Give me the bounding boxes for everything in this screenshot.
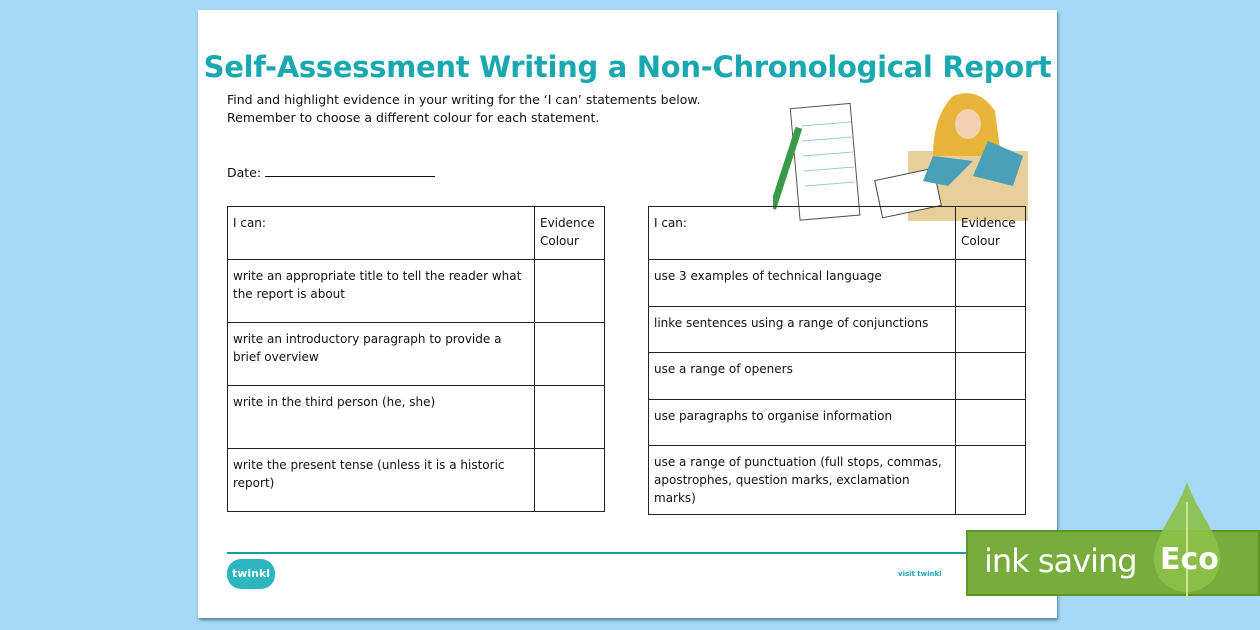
header-evidence-colour: Evidence Colour xyxy=(956,207,1026,260)
statement-cell: use a range of openers xyxy=(649,353,956,400)
evidence-colour-cell[interactable] xyxy=(956,306,1026,353)
instruction-line: Find and highlight evidence in your writing for the ‘I can’ statements below. xyxy=(227,92,701,107)
statement-cell: write the present tense (unless it is a historic report) xyxy=(228,449,535,512)
header-i-can: I can: xyxy=(228,207,535,260)
twinkl-logo: twinkl xyxy=(227,559,275,589)
evidence-colour-cell[interactable] xyxy=(956,446,1026,515)
evidence-colour-cell[interactable] xyxy=(535,323,605,386)
evidence-colour-cell[interactable] xyxy=(535,449,605,512)
worksheet xyxy=(198,10,1057,618)
statement-cell: use a range of punctuation (full stops, commas, apostrophes, question marks, exclamation marks) xyxy=(649,446,956,515)
page-title: Self-Assessment Writing a Non-Chronological Report xyxy=(203,50,1052,84)
footer-divider xyxy=(227,552,1047,554)
date-field xyxy=(227,165,435,180)
evidence-colour-cell[interactable] xyxy=(956,399,1026,446)
header-evidence-colour: Evidence Colour xyxy=(535,207,605,260)
header-i-can: I can: xyxy=(649,207,956,260)
statement-cell: write in the third person (he, she) xyxy=(228,386,535,449)
statement-cell: write an appropriate title to tell the reader what the report is about xyxy=(228,260,535,323)
statement-cell: write an introductory paragraph to provide a brief overview xyxy=(228,323,535,386)
i-can-table-right xyxy=(648,206,1026,515)
child-writing-illustration xyxy=(773,86,1028,221)
instruction-line: Remember to choose a different colour for each statement. xyxy=(227,110,600,125)
leaf-drop-icon xyxy=(1152,482,1222,600)
i-can-table-left xyxy=(227,206,605,512)
evidence-colour-cell[interactable] xyxy=(956,353,1026,400)
date-line xyxy=(265,165,435,177)
evidence-colour-cell[interactable] xyxy=(535,386,605,449)
statement-cell: linke sentences using a range of conjunctions xyxy=(649,306,956,353)
evidence-colour-cell[interactable] xyxy=(535,260,605,323)
visit-link[interactable]: visit twinkl xyxy=(898,570,942,578)
instructions xyxy=(227,91,700,127)
ink-saving-label: ink saving xyxy=(984,542,1137,580)
eco-label: Eco xyxy=(1160,542,1219,577)
date-label: Date: xyxy=(227,165,262,180)
statement-cell: use paragraphs to organise information xyxy=(649,399,956,446)
statement-cell: use 3 examples of technical language xyxy=(649,260,956,307)
evidence-colour-cell[interactable] xyxy=(956,260,1026,307)
